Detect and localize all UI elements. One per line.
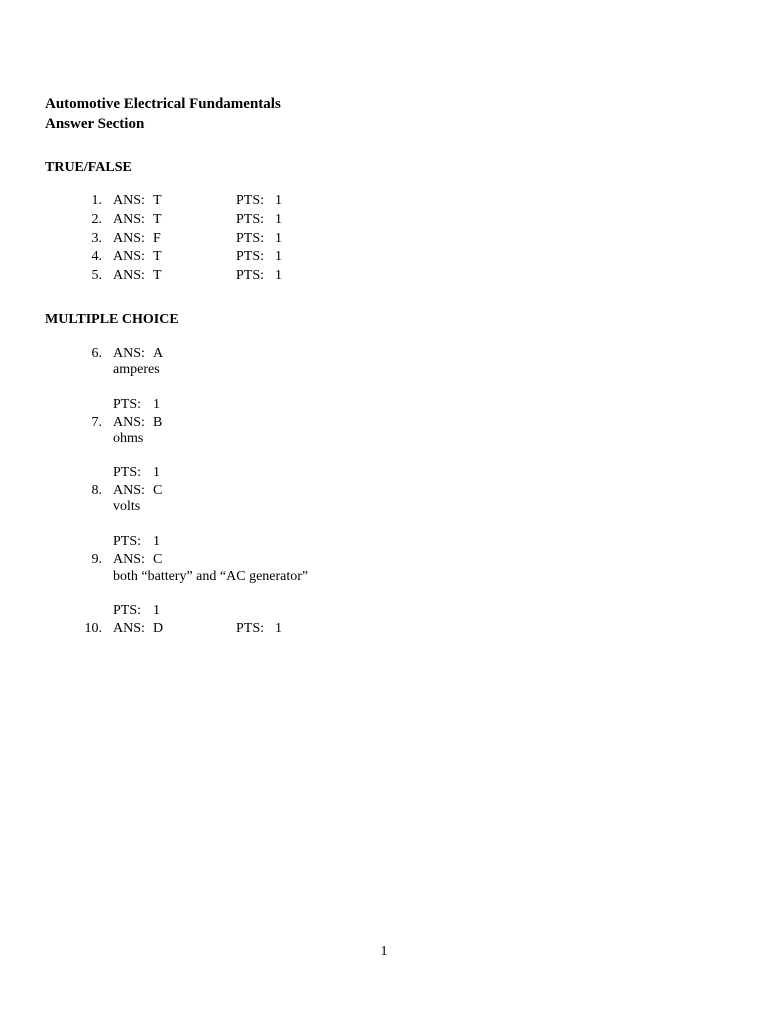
answer-explanation: volts [113, 499, 141, 514]
answer-row [0, 266, 768, 285]
answer-value: T [153, 268, 162, 283]
pts-label: PTS: [113, 397, 142, 412]
ans-label: ANS: [113, 483, 145, 498]
answer-value: T [153, 249, 162, 264]
ans-label: ANS: [113, 415, 145, 430]
question-number: 6. [91, 346, 102, 361]
question-number: 4. [91, 249, 102, 264]
question-number: 8. [91, 483, 102, 498]
question-number: 9. [91, 552, 102, 567]
question-number: 10. [84, 621, 102, 636]
ans-label: ANS: [113, 193, 145, 208]
points-value: 1 [275, 268, 282, 283]
answer-value: B [153, 415, 163, 430]
answer-value: A [153, 346, 164, 361]
pts-label: PTS: [236, 193, 265, 208]
page-number: 1 [380, 944, 388, 959]
ans-label: ANS: [113, 621, 145, 636]
document-subtitle: Answer Section [45, 116, 145, 132]
pts-label: PTS: [113, 465, 142, 480]
answer-value: T [153, 193, 162, 208]
points-row [0, 463, 768, 482]
ans-label: ANS: [113, 346, 145, 361]
section-heading-multiple-choice: MULTIPLE CHOICE [45, 312, 179, 327]
answer-row [0, 550, 768, 569]
answer-row [0, 229, 768, 248]
points-value: 1 [275, 249, 282, 264]
ans-label: ANS: [113, 212, 145, 227]
points-value: 1 [153, 603, 160, 618]
question-number: 1. [91, 193, 102, 208]
ans-label: ANS: [113, 249, 145, 264]
answer-explanation: amperes [113, 362, 160, 377]
question-number: 7. [91, 415, 102, 430]
points-row [0, 395, 768, 414]
answer-value: F [153, 231, 161, 246]
answer-row [0, 247, 768, 266]
points-row [0, 532, 768, 551]
pts-label: PTS: [113, 603, 142, 618]
answer-value: C [153, 483, 163, 498]
question-number: 2. [91, 212, 102, 227]
question-number: 5. [91, 268, 102, 283]
answer-value: T [153, 212, 162, 227]
answer-row [0, 191, 768, 210]
points-value: 1 [153, 534, 160, 549]
ans-label: ANS: [113, 231, 145, 246]
answer-value: C [153, 552, 163, 567]
points-value: 1 [275, 621, 282, 636]
pts-label: PTS: [113, 534, 142, 549]
points-value: 1 [153, 397, 160, 412]
answer-row [0, 210, 768, 229]
pts-label: PTS: [236, 268, 265, 283]
answer-explanation: both “battery” and “AC generator” [113, 569, 309, 584]
answer-value: D [153, 621, 164, 636]
ans-label: ANS: [113, 552, 145, 567]
pts-label: PTS: [236, 231, 265, 246]
points-value: 1 [153, 465, 160, 480]
pts-label: PTS: [236, 212, 265, 227]
points-value: 1 [275, 231, 282, 246]
answer-explanation: ohms [113, 431, 144, 446]
question-number: 3. [91, 231, 102, 246]
points-value: 1 [275, 212, 282, 227]
section-heading-true-false: TRUE/FALSE [45, 160, 132, 175]
points-row [0, 601, 768, 620]
points-value: 1 [275, 193, 282, 208]
document-title: Automotive Electrical Fundamentals [45, 96, 281, 112]
pts-label: PTS: [236, 249, 265, 264]
answer-row [0, 619, 768, 638]
pts-label: PTS: [236, 621, 265, 636]
ans-label: ANS: [113, 268, 145, 283]
